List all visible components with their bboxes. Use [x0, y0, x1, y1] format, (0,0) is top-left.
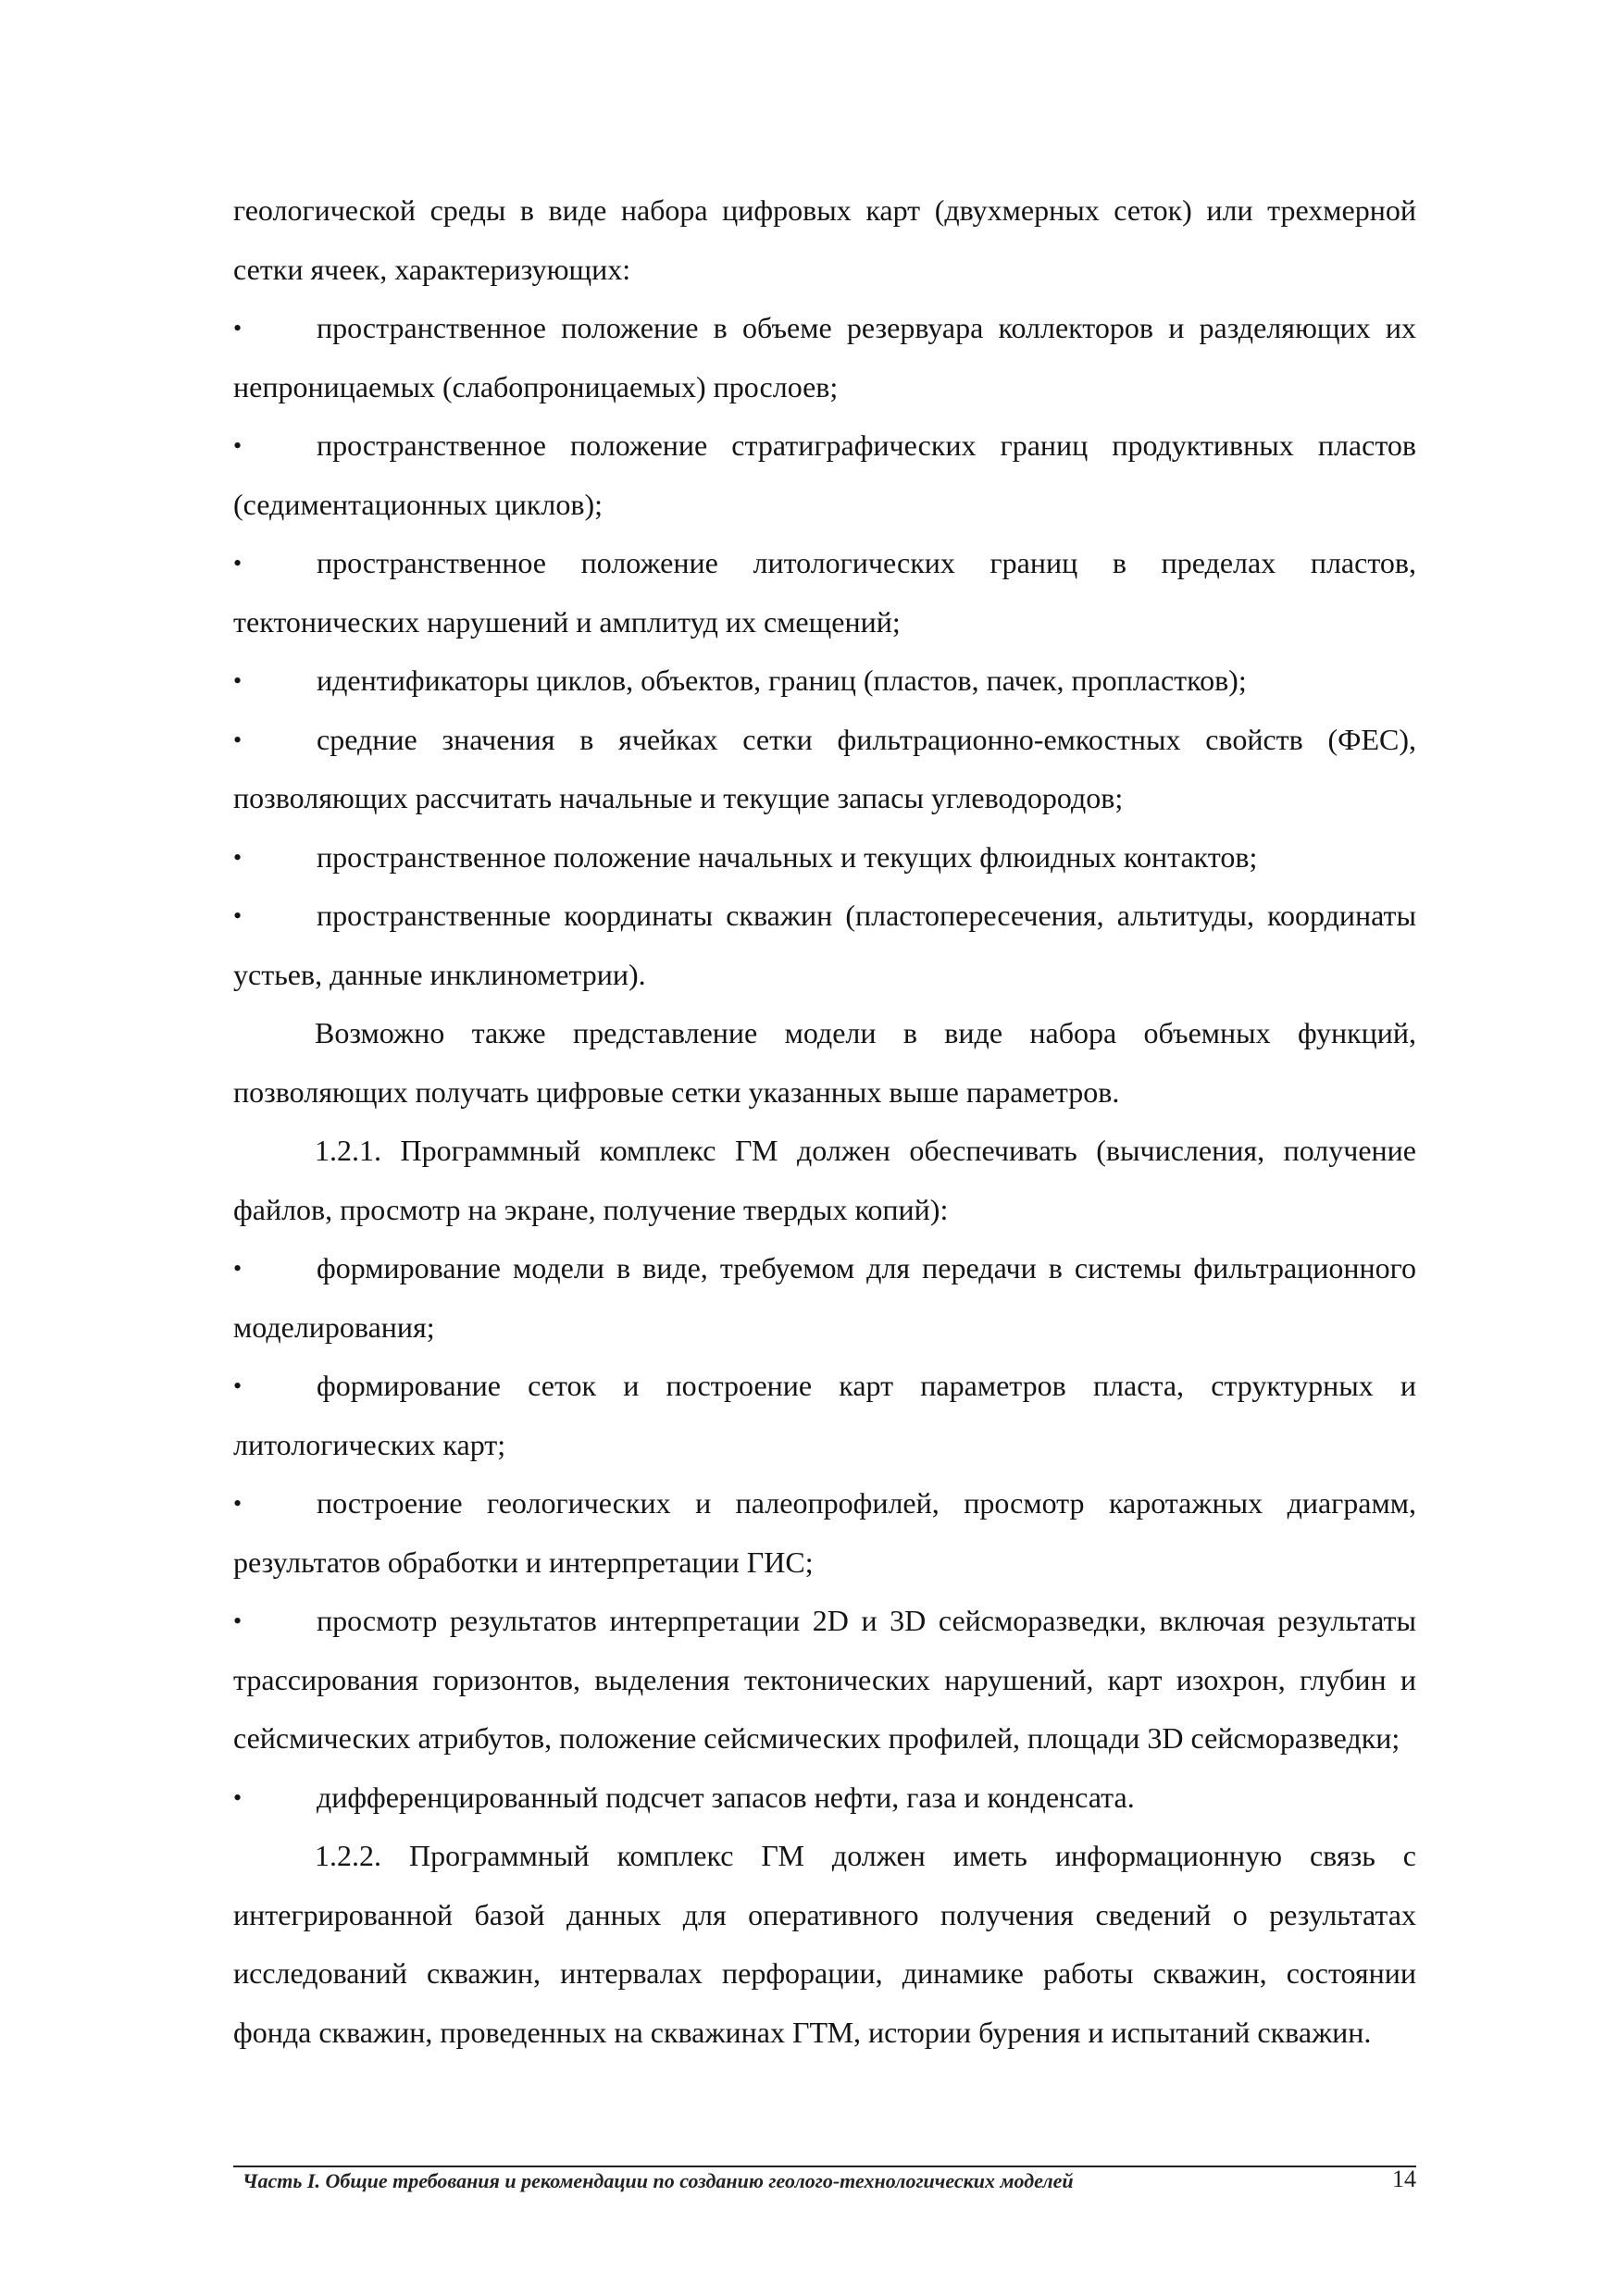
- bullet-dot: •: [233, 1372, 243, 1399]
- bullet-item: • пространственное положение литологических границ в пределах пластов, тектонических нарушений и амплитуд их смещений;: [233, 534, 1416, 652]
- bullet-dot: •: [233, 843, 243, 871]
- footer-divider: [233, 2166, 1416, 2167]
- bullet-item: • просмотр результатов интерпретации 2D и 3D сейсморазведки, включая результаты трассирования горизонтов, выделения тектонических нарушений, карт изохрон, глубин и сейсмических атрибутов, положение сейсмических профилей, площади 3D сейсморазведки;: [233, 1592, 1416, 1769]
- bullet-item: • средние значения в ячейках сетки фильтрационно-емкостных свойств (ФЕС), позволяющих рассчитать начальные и текущие запасы углеводородов;: [233, 711, 1416, 828]
- bullet-dot: •: [233, 1607, 243, 1634]
- bullet-item: • формирование модели в виде, требуемом для передачи в системы фильтрационного моделирования;: [233, 1239, 1416, 1357]
- bullet-dot: •: [233, 726, 243, 753]
- bullet-item: • пространственное положение стратиграфических границ продуктивных пластов (седиментационных циклов);: [233, 416, 1416, 534]
- bullet-item: • дифференцированный подсчет запасов нефти, газа и конденсата.: [233, 1769, 1416, 1828]
- bullet-dot: •: [233, 667, 243, 694]
- page-number: 14: [1392, 2166, 1416, 2192]
- bullet-dot: •: [233, 902, 243, 929]
- bullet-dot: •: [233, 550, 243, 577]
- bullet-dot: •: [233, 315, 243, 341]
- bullet-dot: •: [233, 432, 243, 459]
- bullet-item: • пространственное положение начальных и текущих флюидных контактов;: [233, 828, 1416, 887]
- bullet-item: • формирование сеток и построение карт параметров пласта, структурных и литологических карт;: [233, 1357, 1416, 1474]
- bullet-dot: •: [233, 1490, 243, 1517]
- paragraph-model-functions: Возможно также представление модели в виде набора объемных функций, позволяющих получать цифровые сетки указанных выше параметров.: [233, 1016, 1416, 1109]
- bullet-item: • идентификаторы циклов, объектов, границ (пластов, пачек, пропластков);: [233, 652, 1416, 711]
- bullet-dot: •: [233, 1783, 243, 1811]
- paragraph-section-1-2-1: 1.2.1. Программный комплекс ГМ должен обеспечивать (вычисления, получение файлов, просмотр на экране, получение твердых копий):: [233, 1134, 1416, 1226]
- bullet-item: • построение геологических и палеопрофилей, просмотр каротажных диаграмм, результатов обработки и интерпретации ГИС;: [233, 1474, 1416, 1592]
- page-footer: [243, 2166, 1416, 2193]
- bullet-dot: •: [233, 1255, 243, 1282]
- bullet-item: • пространственные координаты скважин (пластопересечения, альтитуды, координаты устьев, данные инклинометрии).: [233, 887, 1416, 1004]
- footer-caption: Часть I. Общие требования и рекомендации по созданию геолого-технологических моделей: [243, 2169, 1074, 2192]
- bullet-item: • пространственное положение в объеме резервуара коллекторов и разделяющих их непроницаемых (слабопроницаемых) прослоев;: [233, 299, 1416, 416]
- paragraph-intro: геологической среды в виде набора цифровых карт (двухмерных сеток) или трехмерной сетки ячеек, характеризующих:: [233, 193, 1416, 286]
- body-text: [233, 181, 1416, 2062]
- paragraph-section-1-2-2: 1.2.2. Программный комплекс ГМ должен иметь информационную связь с интегрированной базой данных для оперативного получения сведений о результатах исследований скважин, интервалах перфорации, динамике работы скважин, состоянии фонда скважин, проведенных на скважинах ГТМ, истории бурения и испытаний скважин.: [233, 1839, 1416, 2049]
